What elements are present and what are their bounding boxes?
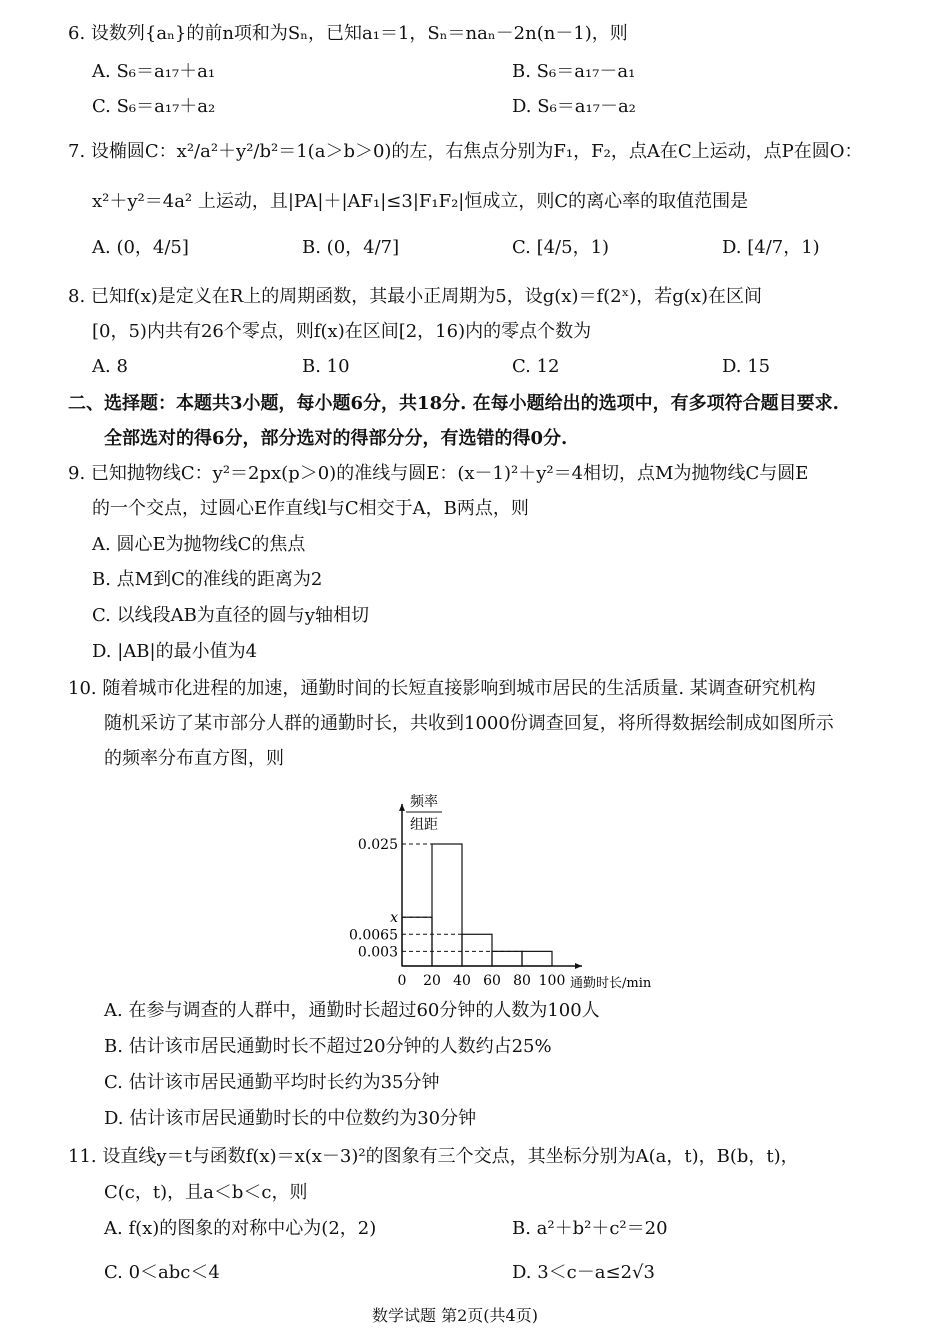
x-tick-label: 100: [538, 973, 566, 989]
q8-option-a: A. 8: [92, 356, 128, 377]
q7-stem-line1: 7. 设椭圆C：x²/a²＋y²/b²＝1(a＞b＞0)的左，右焦点分别为F₁，F₂，点A在C上运动，点P在圆O：: [68, 141, 863, 162]
y-tick-label: x: [390, 910, 398, 927]
histogram-bar: [462, 934, 492, 966]
x-tick-label: 0: [397, 973, 407, 989]
y-tick-label: 0.0065: [349, 927, 398, 944]
q6-stem: 6. 设数列{aₙ}的前n项和为Sₙ，已知a₁＝1，Sₙ＝naₙ－2n(n－1)，则: [68, 23, 628, 44]
x-axis-arrow: [575, 963, 582, 969]
section2-rules: 全部选对的得6分，部分选对的得部分分，有选错的得0分.: [104, 428, 568, 449]
q11-option-c: C. 0＜abc＜4: [104, 1262, 220, 1283]
q9-option-d: D. |AB|的最小值为4: [92, 641, 258, 662]
q7-option-a: A. (0，4/5]: [92, 237, 189, 258]
q8-option-d: D. 15: [722, 356, 771, 377]
q9-stem-line1: 9. 已知抛物线C：y²＝2px(p＞0)的准线与圆E：(x－1)²＋y²＝4相切，点M为抛物线C与圆E: [68, 463, 809, 484]
x-tick-label: 60: [483, 973, 501, 989]
y-tick-label: 0.025: [357, 837, 398, 853]
q10-stem-line1: 10. 随着城市化进程的加速，通勤时间的长短直接影响到城市居民的生活质量. 某调查研究机构: [68, 678, 816, 699]
q11-option-a: A. f(x)的图象的对称中心为(2，2): [104, 1218, 377, 1239]
q10-option-b: B. 估计该市居民通勤时长不超过20分钟的人数约占25%: [104, 1036, 552, 1057]
q9-option-b: B. 点M到C的准线的距离为2: [92, 569, 323, 590]
q6-option-a: A. S₆＝a₁₇＋a₁: [92, 61, 216, 82]
q10-stem-line2: 随机采访了某市部分人群的通勤时长，共收到1000份调查回复，将所得数据绘制成如图所示: [104, 713, 834, 734]
q8-option-b: B. 10: [302, 356, 350, 377]
y-axis-arrow: [399, 804, 405, 811]
x-tick-label: 80: [513, 973, 531, 989]
histogram-bar: [522, 951, 552, 966]
q10-option-a: A. 在参与调查的人群中，通勤时长超过60分钟的人数为100人: [104, 1000, 600, 1021]
q9-option-c: C. 以线段AB为直径的圆与y轴相切: [92, 605, 369, 626]
q8-option-c: C. 12: [512, 356, 560, 377]
histogram-bar: [432, 844, 462, 966]
y-axis-label-top: 频率: [410, 794, 438, 810]
q10-stem-line3: 的频率分布直方图，则: [104, 748, 284, 769]
page-footer: 数学试题 第2页(共4页): [372, 1306, 538, 1325]
histogram-bar: [492, 951, 522, 966]
q11-option-d: D. 3＜c－a≤2√3: [512, 1262, 655, 1283]
q10-option-c: C. 估计该市居民通勤平均时长约为35分钟: [104, 1072, 440, 1093]
x-tick-label: 20: [423, 973, 441, 989]
q7-option-b: B. (0，4/7]: [302, 237, 400, 258]
q7-option-d: D. [4/7，1): [722, 237, 820, 258]
section2-heading: 二、选择题：本题共3小题，每小题6分，共18分. 在每小题给出的选项中，有多项符合题目要求.: [68, 393, 839, 414]
histogram-bar: [402, 917, 432, 966]
x-axis-label: 通勤时长/min: [570, 976, 652, 991]
y-tick-label: 0.003: [357, 944, 398, 961]
q11-stem-line2: C(c，t)，且a＜b＜c，则: [104, 1182, 308, 1203]
q9-option-a: A. 圆心E为抛物线C的焦点: [92, 534, 306, 555]
q7-stem-line2: x²＋y²＝4a² 上运动，且|PA|＋|AF₁|≤3|F₁F₂|恒成立，则C的离心率的取值范围是: [92, 191, 749, 212]
q10-option-d: D. 估计该市居民通勤时长的中位数约为30分钟: [104, 1108, 477, 1129]
q6-option-c: C. S₆＝a₁₇＋a₂: [92, 96, 216, 117]
q6-option-d: D. S₆＝a₁₇－a₂: [512, 96, 636, 117]
y-axis-label-bottom: 组距: [410, 817, 438, 833]
q11-option-b: B. a²＋b²＋c²＝20: [512, 1218, 668, 1239]
q7-option-c: C. [4/5，1): [512, 237, 610, 258]
q6-option-b: B. S₆＝a₁₇－a₁: [512, 61, 636, 82]
q11-stem-line1: 11. 设直线y＝t与函数f(x)＝x(x－3)²的图象有三个交点，其坐标分别为A(a，t)，B(b，t)，: [68, 1146, 799, 1167]
q8-stem-line2: [0，5)内共有26个零点，则f(x)在区间[2，16)内的零点个数为: [92, 321, 592, 342]
q8-stem-line1: 8. 已知f(x)是定义在R上的周期函数，其最小正周期为5，设g(x)＝f(2ˣ)，若g(x)在区间: [68, 286, 762, 307]
x-tick-label: 40: [453, 973, 471, 989]
q9-stem-line2: 的一个交点，过圆心E作直线l与C相交于A，B两点，则: [92, 498, 529, 519]
